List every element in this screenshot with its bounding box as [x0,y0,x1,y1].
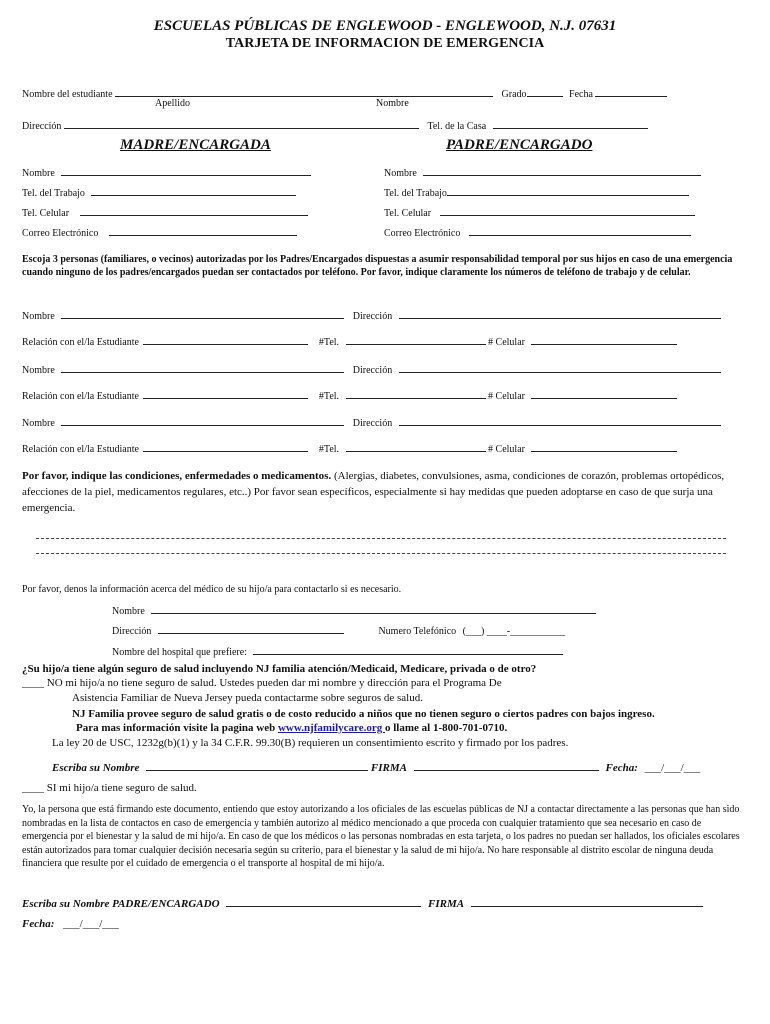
father-cell-label: Tel. Celular [384,208,432,219]
contact-3-name-row [22,415,721,429]
father-email-row [384,225,691,239]
contact-address-label: Dirección [352,418,393,429]
mother-email-label: Correo Electrónico [22,228,99,239]
father-work-label: Tel. del Trabajo [384,188,447,199]
nj-familia-note: NJ Familia provee seguro de salud gratis o de costo reducido a niños que no tienen seguro o ciertos padres con bajos ingreso. [72,708,655,720]
father-name-field[interactable] [423,165,701,176]
doctor-intro: Por favor, denos la información acerca del médico de su hijo/a para contactarlo si es necesario. [22,584,402,595]
hospital-label: Nombre del hospital que prefiere: [112,647,247,658]
insurance-sig-field[interactable] [414,760,599,771]
contact-3-phone-field[interactable] [346,441,486,452]
contact-1-cell-field[interactable] [531,334,677,345]
mother-email-row [22,225,297,239]
home-phone-field[interactable] [493,118,648,129]
student-address-row [22,118,648,132]
father-work-row [384,185,689,199]
mother-heading: MADRE/ENCARGADA [120,137,271,153]
home-phone-label: Tel. de la Casa [427,121,487,132]
parent-date-label: Fecha: [22,918,55,930]
student-name-field[interactable] [115,86,493,97]
mother-name-field[interactable] [61,165,311,176]
contact-2-address-field[interactable] [399,362,721,373]
parent-sig-label: FIRMA [428,898,465,910]
address-label: Dirección [22,121,62,132]
doctor-address-label: Dirección [112,626,152,637]
insurance-signature-row [52,760,700,774]
contact-3-relation-field[interactable] [143,441,308,452]
contact-1-name-field[interactable] [61,308,344,319]
student-name-row [22,86,667,100]
insurance-date-label: Fecha: [605,762,638,774]
contact-3-cell-field[interactable] [531,441,677,452]
doctor-phone-label: Numero Telefónico [378,626,457,637]
medical-instructions [22,468,742,516]
doctor-name-field[interactable] [151,603,596,614]
insurance-no-detail: Asistencia Familiar de Nueva Jersey pueda contactarme sobre seguros de salud. [72,692,423,704]
contact-3-name-field[interactable] [61,415,344,426]
contact-name-label: Nombre [22,311,55,322]
form-subtitle: TARJETA DE INFORMACION DE EMERGENCIA [225,36,545,51]
contact-3-relation-row [22,441,677,455]
contact-3-address-field[interactable] [399,415,721,426]
mother-cell-field[interactable] [80,205,308,216]
parent-name-label: Escriba su Nombre PADRE/ENCARGADO [22,898,220,910]
contact-phone-label: #Tel. [318,391,340,402]
parent-sig-field[interactable] [471,896,703,907]
hospital-field[interactable] [253,644,563,655]
hospital-row [112,644,563,658]
contact-2-name-field[interactable] [61,362,344,373]
contact-address-label: Dirección [352,365,393,376]
contact-1-relation-row [22,334,677,348]
contact-1-address-field[interactable] [399,308,721,319]
doctor-name-row [112,603,596,617]
contact-2-relation-row [22,388,677,402]
firstname-caption: Nombre [376,98,409,109]
contact-relation-label: Relación con el/la Estudiante [22,391,139,402]
contact-cell-label: # Celular [488,337,525,348]
father-heading: PADRE/ENCARGADO [446,137,593,153]
parent-date-field[interactable]: ___/___/___ [63,918,119,930]
contact-cell-label: # Celular [488,444,525,455]
insurance-question: ¿Su hijo/a tiene algún seguro de salud incluyendo NJ familia atención/Medicaid, Medicare, privada o de otro? [22,663,537,675]
mother-cell-row [22,205,308,219]
contact-relation-label: Relación con el/la Estudiante [22,337,139,348]
consent-text: Yo, la persona que está firmando este documento, entiendo que estoy autorizando a los oficiales de las escuelas públicas de NJ a contactar directamente a las personas que han sido nombradas en la lista de contactos en caso de emergencia y también autorizo al médico mencionado a que proceda con cualquier tratamiento que sea necesario en caso de emergencia por el bienestar y la salud de mi hijo/a. En caso de que los médicos o las personas nombradas en esta tarjeta, o los padres no puedan ser hallados, los oficiales escolares están autorizados para tomar cualquier decisión necesaria según su criterio, para el bienestar y la salud de mi hijo/a. No hare responsable al distrito escolar de ninguna deuda financiera que resulte por el cuidado de emergencia o el transporte al hospital de mi hijo/a. [22,804,740,869]
njfamilycare-link[interactable]: www.njfamilycare.org [277,722,385,734]
student-name-label: Nombre del estudiante [22,89,113,100]
father-cell-field[interactable] [440,205,695,216]
doctor-name-label: Nombre [112,606,145,617]
form-title: ESCUELAS PÚBLICAS DE ENGLEWOOD - ENGLEWOOD, N.J. 07631 [153,18,617,34]
mother-email-field[interactable] [109,225,297,236]
father-name-row [384,165,701,179]
contact-address-label: Dirección [352,311,393,322]
father-email-field[interactable] [469,225,691,236]
doctor-phone-field[interactable]: (___) ____-___________ [462,626,566,637]
contact-phone-label: #Tel. [318,337,340,348]
parent-signature-row [22,896,703,910]
date-label: Fecha [569,89,593,100]
father-name-label: Nombre [384,168,417,179]
medical-answer-line-2[interactable] [36,553,726,554]
doctor-address-field[interactable] [158,623,344,634]
mother-name-label: Nombre [22,168,55,179]
website-pre: Para mas información visite la pagina web [76,722,278,734]
mother-work-field[interactable] [91,185,296,196]
date-field[interactable] [595,86,667,97]
contact-cell-label: # Celular [488,391,525,402]
father-cell-row [384,205,695,219]
insurance-no-option[interactable]: ____ NO mi hijo/a no tiene seguro de salud. Ustedes pueden dar mi nombre y dirección para el Programa De [22,677,502,689]
mother-work-row [22,185,296,199]
parent-date-row [22,918,119,930]
contact-relation-label: Relación con el/la Estudiante [22,444,139,455]
contact-phone-label: #Tel. [318,444,340,455]
contact-2-name-row [22,362,721,376]
medical-lead: Por favor, indique las condiciones, enfermedades o medicamentos. [22,470,332,482]
contacts-instructions: Escoja 3 personas (familiares, o vecinos) autorizadas por los Padres/Encargados dispuestas a asumir responsabilidad temporal por sus hijos en caso de una emergencia cuando ninguno de los padres/encargados puedan ser contactados por teléfono. Por favor, indique claramente los números de teléfono de trabajo y de celular. [22,254,733,278]
contact-2-phone-field[interactable] [346,388,486,399]
father-email-label: Correo Electrónico [384,228,461,239]
address-field[interactable] [64,118,419,129]
mother-work-label: Tel. del Trabajo [22,188,85,199]
mother-name-row [22,165,311,179]
insurance-name-field[interactable] [146,760,368,771]
website-post: o llame al 1-800-701-0710. [385,722,508,734]
contact-1-relation-field[interactable] [143,334,308,345]
contact-name-label: Nombre [22,418,55,429]
father-work-field[interactable] [447,185,689,196]
contact-name-label: Nombre [22,365,55,376]
parent-name-field[interactable] [226,896,421,907]
doctor-address-row [112,623,565,637]
grade-field[interactable] [527,86,563,97]
contact-1-name-row [22,308,721,322]
medical-answer-line-1[interactable] [36,538,726,539]
medical-rest: (Alergias, diabetes, convulsiones, asma, condiciones de corazón, problemas ortopédicos, afecciones de la piel, medicamentos regulares, etc..) Por favor sean específicos, especialmente si hay medidas que pueden adoptarse en caso de que surja una emergencia. [22,470,725,514]
surname-caption: Apellido [155,98,190,109]
insurance-yes-option[interactable]: ____ SI mi hijo/a tiene seguro de salud. [22,782,197,794]
insurance-name-label: Escriba su Nombre [52,762,140,774]
grade-label: Grado [501,89,527,100]
insurance-date-field[interactable]: ___/___/___ [644,762,701,774]
contact-1-phone-field[interactable] [346,334,486,345]
mother-cell-label: Tel. Celular [22,208,70,219]
insurance-sig-label: FIRMA [370,762,407,774]
contact-2-relation-field[interactable] [143,388,308,399]
website-note [76,722,507,734]
contact-2-cell-field[interactable] [531,388,677,399]
law-note: La ley 20 de USC, 1232g(b)(1) y la 34 C.F.R. 99.30(B) requieren un consentimiento escrito y firmado por los padres. [52,737,569,749]
